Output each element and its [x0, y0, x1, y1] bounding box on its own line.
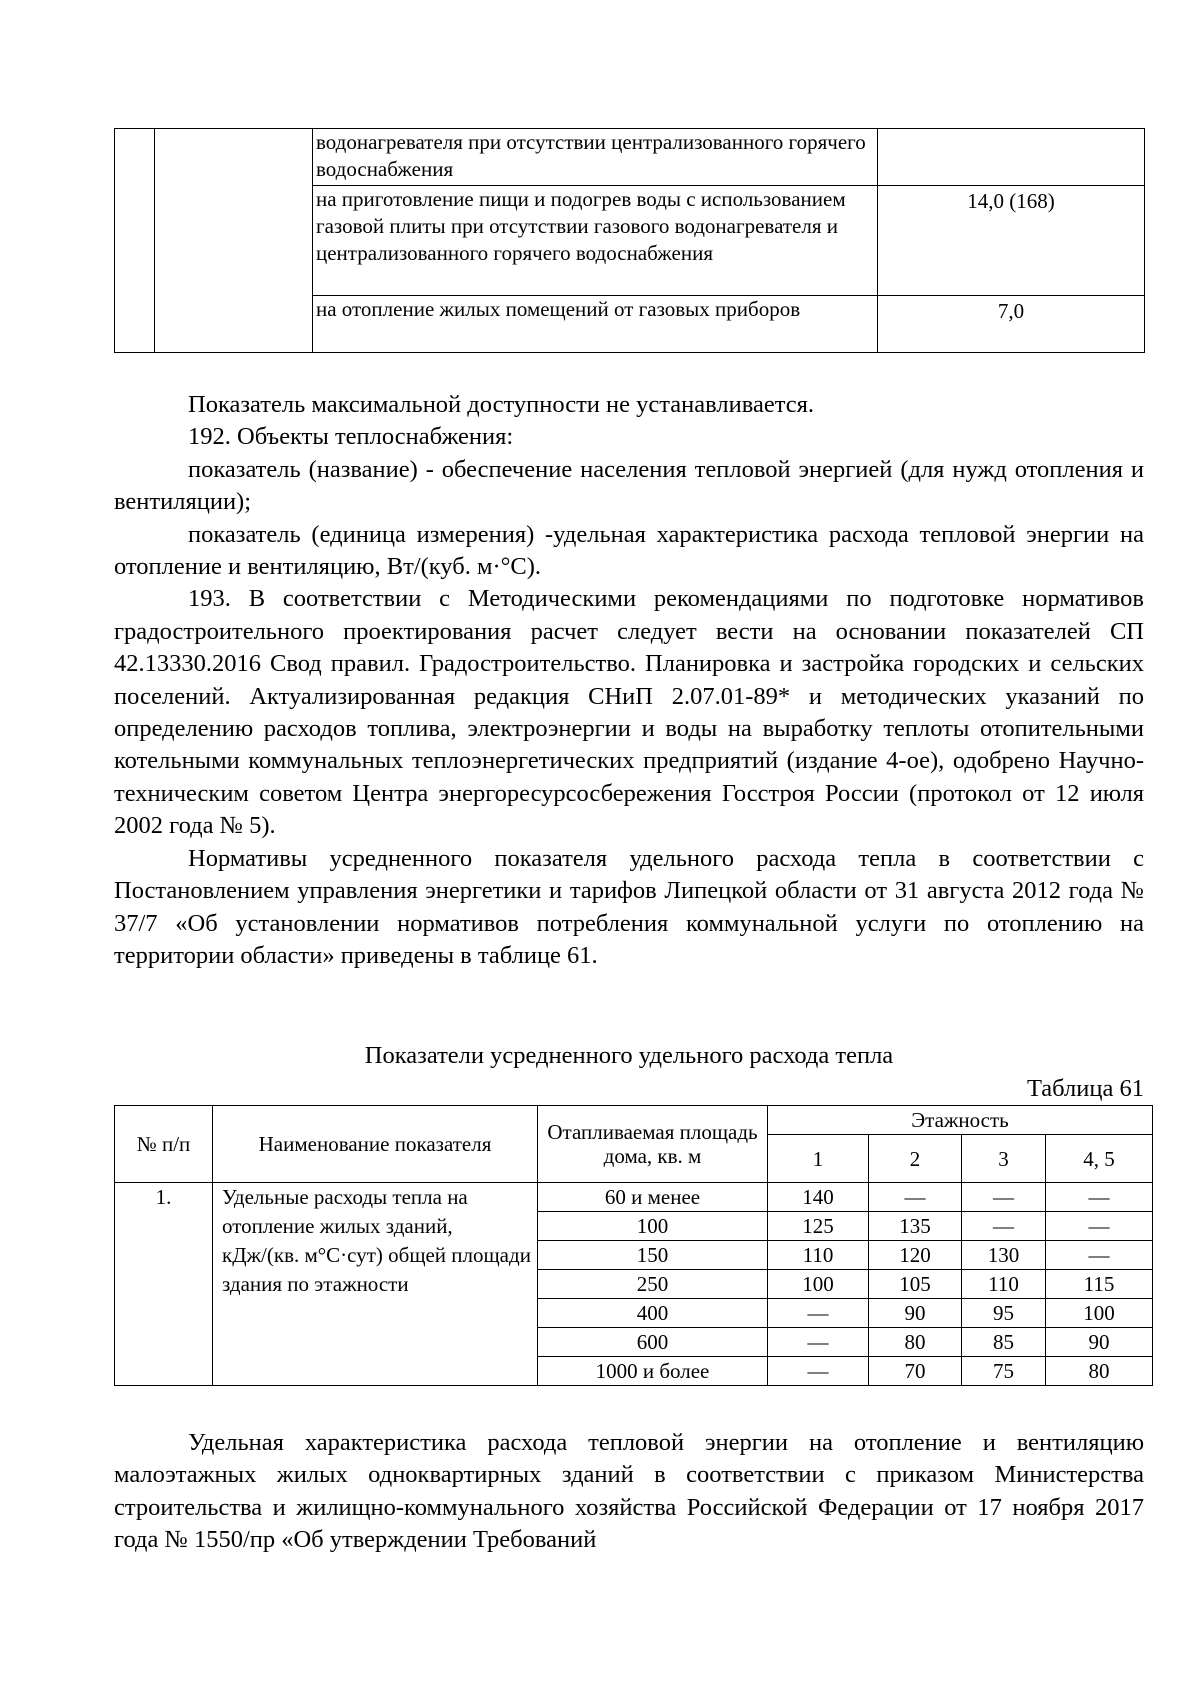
cell-floor-1: — [768, 1328, 869, 1357]
header-name: Наименование показателя [213, 1106, 538, 1183]
paragraph: Удельная характеристика расхода тепловой энергии на отопление и вентиляцию малоэтажных жилых одноквартирных зданий в соответствии с приказом Министерства строительства и жилищно-коммунального хозяйства Российской Федерации от 17 ноября 2017 года № 1550/пр «Об утверждении Требований [114, 1429, 1144, 1554]
cell-area: 600 [538, 1328, 768, 1357]
table-cell-value: 14,0 (168) [878, 186, 1145, 296]
cell-floor-3: 85 [962, 1328, 1046, 1357]
table-row [115, 1183, 1153, 1212]
cell-area: 150 [538, 1241, 768, 1270]
paragraph: показатель (название) - обеспечение населения тепловой энергией (для нужд отопления и вентиляции); [114, 455, 1144, 516]
table-cell-description: на приготовление пищи и подогрев воды с использованием газовой плиты при отсутствии газового водонагревателя и централизованного горячего водоснабжения [313, 186, 878, 296]
table-title: Показатели усредненного удельного расхода тепла [364, 1042, 894, 1069]
cell-area: 1000 и более [538, 1357, 768, 1386]
cell-area: 60 и менее [538, 1183, 768, 1212]
header-area: Отапливаемая площадь дома, кв. м [538, 1106, 768, 1183]
cell-floor-1: — [768, 1357, 869, 1386]
paragraph: Показатель максимальной доступности не устанавливается. [188, 391, 814, 418]
body-text [114, 389, 1144, 972]
table-cell-empty [155, 129, 313, 353]
table-cell-empty [115, 129, 155, 353]
cell-floor-1: 125 [768, 1212, 869, 1241]
indicator-name: Удельные расходы тепла на отопление жилых зданий, кДж/(кв. м°С·сут) общей площади здания по этажности [213, 1183, 538, 1386]
cell-floor-2: 135 [869, 1212, 962, 1241]
paragraph: Нормативы усредненного показателя удельного расхода тепла в соответствии с Постановлением управления энергетики и тарифов Липецкой области от 31 августа 2012 года № 37/7 «Об установлении нормативов потребления коммунальной услуги по отоплению на территории области» приведены в таблице 61. [114, 844, 1144, 969]
cell-floor-2: 70 [869, 1357, 962, 1386]
header-floor-3: 3 [962, 1135, 1046, 1183]
paragraph: 192. Объекты теплоснабжения: [188, 423, 514, 451]
cell-floor-2: 80 [869, 1328, 962, 1357]
cell-floor-1: 110 [768, 1241, 869, 1270]
table-61 [114, 1105, 1153, 1386]
cell-floor-2: 120 [869, 1241, 962, 1270]
cell-floor-4-5: 80 [1046, 1357, 1153, 1386]
cell-floor-4-5: 90 [1046, 1328, 1153, 1357]
cell-area: 100 [538, 1212, 768, 1241]
cell-floor-3: — [962, 1212, 1046, 1241]
table-row [115, 129, 1145, 186]
cell-floor-1: 100 [768, 1270, 869, 1299]
table-cell-description: водонагревателя при отсутствии централизованного горячего водоснабжения [313, 129, 878, 186]
table-cell-value: 7,0 [878, 296, 1145, 353]
cell-floor-1: — [768, 1299, 869, 1328]
row-number: 1. [115, 1183, 213, 1386]
header-floor-2: 2 [869, 1135, 962, 1183]
header-floor-4-5: 4, 5 [1046, 1135, 1153, 1183]
cell-floor-2: — [869, 1183, 962, 1212]
paragraph: показатель (единица измерения) -удельная характеристика расхода тепловой энергии на отопление и вентиляцию, Вт/(куб. м·°С). [114, 520, 1144, 581]
cell-area: 250 [538, 1270, 768, 1299]
cell-floor-4-5: 115 [1046, 1270, 1153, 1299]
header-floor-1: 1 [768, 1135, 869, 1183]
header-floors: Этажность [768, 1106, 1153, 1135]
cell-floor-3: 130 [962, 1241, 1046, 1270]
cell-floor-4-5: 100 [1046, 1299, 1153, 1328]
paragraph: 193. В соответствии с Методическими рекомендациями по подготовке нормативов градостроительного проектирования расчет следует вести на основании показателей СП 42.13330.2016 Свод правил. Градостроительство. Планировка и застройка городских и сельских поселений. Актуализированная редакция СНиП 2.07.01-89* и методических указаний по определению расходов топлива, электроэнергии и воды на выработку теплоты отопительными котельными коммунальных теплоэнергетических предприятий (издание 4-ое), одобрено Научно-техническим советом Центра энергоресурсосбережения Госстроя России (протокол от 12 июля 2002 года № 5). [114, 585, 1144, 840]
cell-floor-2: 105 [869, 1270, 962, 1299]
cell-floor-4-5: — [1046, 1212, 1153, 1241]
continued-table [114, 128, 1145, 353]
table-cell-description: на отопление жилых помещений от газовых приборов [313, 296, 878, 353]
cell-area: 400 [538, 1299, 768, 1328]
table-number: Таблица 61 [1026, 1075, 1144, 1102]
cell-floor-2: 90 [869, 1299, 962, 1328]
cell-floor-3: — [962, 1183, 1046, 1212]
table-cell-value [878, 129, 1145, 186]
body-text [114, 1427, 1144, 1557]
cell-floor-4-5: — [1046, 1241, 1153, 1270]
cell-floor-3: 75 [962, 1357, 1046, 1386]
cell-floor-4-5: — [1046, 1183, 1153, 1212]
cell-floor-1: 140 [768, 1183, 869, 1212]
header-num: № п/п [115, 1106, 213, 1183]
cell-floor-3: 110 [962, 1270, 1046, 1299]
table-header-row [115, 1106, 1153, 1135]
cell-floor-3: 95 [962, 1299, 1046, 1328]
